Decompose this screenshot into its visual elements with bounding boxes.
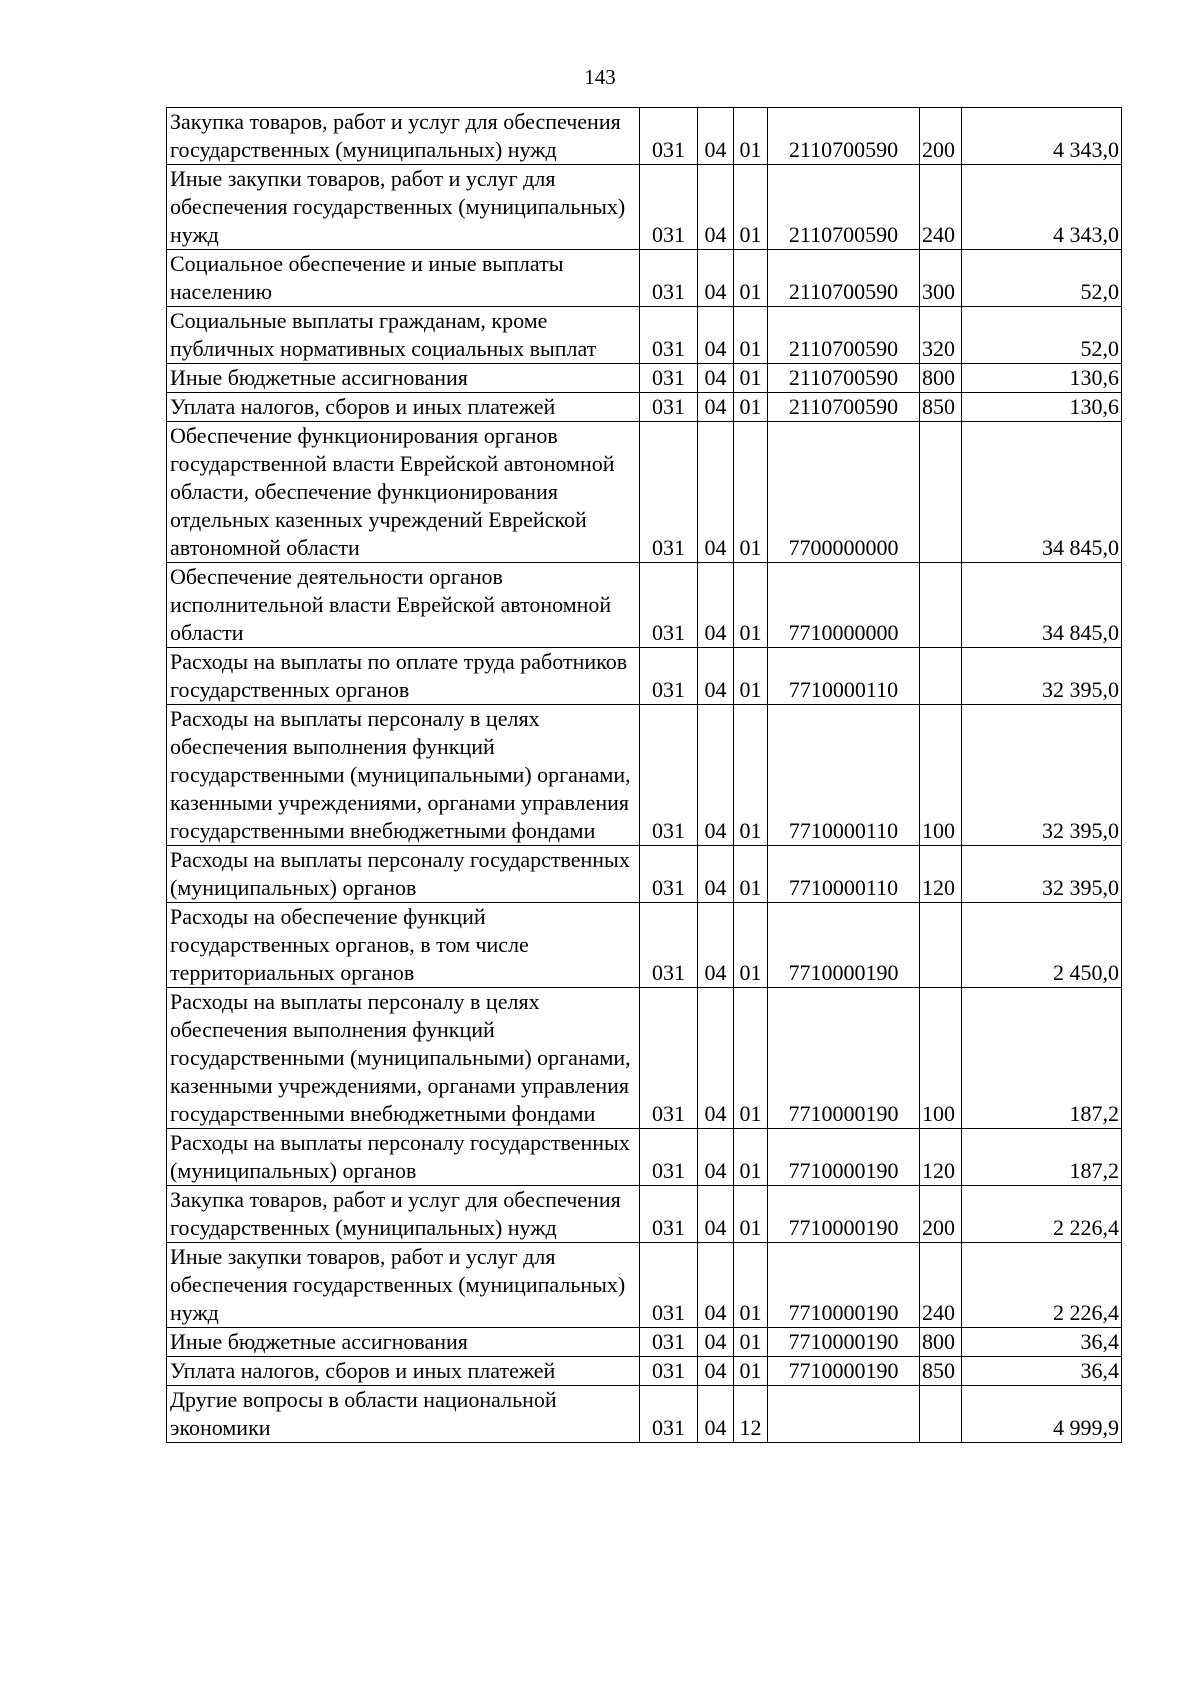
row-section-code: 04 — [698, 307, 734, 364]
row-target-article: 7710000000 — [768, 563, 920, 648]
row-ministry-code: 031 — [640, 1386, 698, 1443]
row-amount: 2 450,0 — [962, 903, 1122, 988]
row-subsection-code: 12 — [734, 1386, 768, 1443]
table-row — [167, 165, 1122, 250]
row-target-article: 7700000000 — [768, 422, 920, 563]
row-amount: 2 226,4 — [962, 1243, 1122, 1328]
row-expense-kind: 120 — [920, 846, 962, 903]
row-amount: 4 343,0 — [962, 165, 1122, 250]
row-expense-kind: 120 — [920, 1129, 962, 1186]
row-amount: 36,4 — [962, 1328, 1122, 1357]
row-target-article: 7710000110 — [768, 846, 920, 903]
row-section-code: 04 — [698, 705, 734, 846]
table-row — [167, 1357, 1122, 1386]
table-row — [167, 648, 1122, 705]
row-section-code: 04 — [698, 1328, 734, 1357]
row-amount: 187,2 — [962, 1129, 1122, 1186]
table-row — [167, 1129, 1122, 1186]
row-subsection-code: 01 — [734, 1328, 768, 1357]
row-section-code: 04 — [698, 1129, 734, 1186]
row-name: Расходы на выплаты персоналу государственных (муниципальных) органов — [167, 846, 640, 903]
row-target-article: 2110700590 — [768, 108, 920, 165]
row-subsection-code: 01 — [734, 705, 768, 846]
table-row — [167, 364, 1122, 393]
row-name: Расходы на выплаты персоналу государственных (муниципальных) органов — [167, 1129, 640, 1186]
row-subsection-code: 01 — [734, 307, 768, 364]
row-amount: 4 343,0 — [962, 108, 1122, 165]
row-subsection-code: 01 — [734, 903, 768, 988]
row-expense-kind: 800 — [920, 1328, 962, 1357]
row-section-code: 04 — [698, 903, 734, 988]
row-ministry-code: 031 — [640, 1328, 698, 1357]
table-row — [167, 903, 1122, 988]
row-name: Обеспечение деятельности органов исполнительной власти Еврейской автономной области — [167, 563, 640, 648]
row-name: Уплата налогов, сборов и иных платежей — [167, 393, 640, 422]
row-ministry-code: 031 — [640, 250, 698, 307]
row-ministry-code: 031 — [640, 307, 698, 364]
row-ministry-code: 031 — [640, 1129, 698, 1186]
budget-table — [166, 107, 1122, 1443]
row-section-code: 04 — [698, 846, 734, 903]
row-section-code: 04 — [698, 563, 734, 648]
row-amount: 130,6 — [962, 393, 1122, 422]
table-row — [167, 250, 1122, 307]
row-expense-kind: 850 — [920, 1357, 962, 1386]
row-name: Иные закупки товаров, работ и услуг для обеспечения государственных (муниципальных) нужд — [167, 1243, 640, 1328]
row-subsection-code: 01 — [734, 364, 768, 393]
row-subsection-code: 01 — [734, 250, 768, 307]
row-subsection-code: 01 — [734, 165, 768, 250]
table-row — [167, 108, 1122, 165]
row-expense-kind: 850 — [920, 393, 962, 422]
row-section-code: 04 — [698, 1243, 734, 1328]
table-row — [167, 705, 1122, 846]
row-ministry-code: 031 — [640, 108, 698, 165]
row-name: Социальное обеспечение и иные выплаты населению — [167, 250, 640, 307]
row-expense-kind: 200 — [920, 1186, 962, 1243]
row-amount: 36,4 — [962, 1357, 1122, 1386]
row-amount: 4 999,9 — [962, 1386, 1122, 1443]
row-section-code: 04 — [698, 422, 734, 563]
row-target-article: 7710000190 — [768, 1357, 920, 1386]
row-section-code: 04 — [698, 1186, 734, 1243]
row-section-code: 04 — [698, 364, 734, 393]
row-expense-kind — [920, 563, 962, 648]
row-section-code: 04 — [698, 648, 734, 705]
row-target-article: 7710000110 — [768, 648, 920, 705]
row-amount: 34 845,0 — [962, 422, 1122, 563]
row-amount: 32 395,0 — [962, 648, 1122, 705]
row-target-article: 2110700590 — [768, 307, 920, 364]
row-ministry-code: 031 — [640, 988, 698, 1129]
row-amount: 32 395,0 — [962, 705, 1122, 846]
table-row — [167, 1386, 1122, 1443]
table-row — [167, 307, 1122, 364]
row-subsection-code: 01 — [734, 108, 768, 165]
table-row — [167, 1243, 1122, 1328]
row-expense-kind: 240 — [920, 165, 962, 250]
row-expense-kind — [920, 422, 962, 563]
row-name: Расходы на выплаты по оплате труда работников государственных органов — [167, 648, 640, 705]
row-name: Закупка товаров, работ и услуг для обеспечения государственных (муниципальных) нужд — [167, 108, 640, 165]
row-section-code: 04 — [698, 1386, 734, 1443]
row-subsection-code: 01 — [734, 648, 768, 705]
row-amount: 32 395,0 — [962, 846, 1122, 903]
row-section-code: 04 — [698, 250, 734, 307]
row-expense-kind: 100 — [920, 705, 962, 846]
row-name: Расходы на выплаты персоналу в целях обеспечения выполнения функций государственными (муниципальными) органами, казенными учреждениями, органами управления государственными внебюджетными фондами — [167, 988, 640, 1129]
row-ministry-code: 031 — [640, 364, 698, 393]
table-row — [167, 563, 1122, 648]
row-target-article: 2110700590 — [768, 393, 920, 422]
row-subsection-code: 01 — [734, 988, 768, 1129]
table-row — [167, 846, 1122, 903]
row-amount: 52,0 — [962, 307, 1122, 364]
table-row — [167, 988, 1122, 1129]
row-target-article: 7710000190 — [768, 1129, 920, 1186]
row-expense-kind: 800 — [920, 364, 962, 393]
row-name: Иные бюджетные ассигнования — [167, 364, 640, 393]
row-expense-kind: 240 — [920, 1243, 962, 1328]
row-amount: 2 226,4 — [962, 1186, 1122, 1243]
row-expense-kind: 320 — [920, 307, 962, 364]
row-name: Расходы на обеспечение функций государственных органов, в том числе территориальных органов — [167, 903, 640, 988]
row-ministry-code: 031 — [640, 165, 698, 250]
row-target-article: 7710000190 — [768, 1186, 920, 1243]
row-name: Иные бюджетные ассигнования — [167, 1328, 640, 1357]
row-name: Закупка товаров, работ и услуг для обеспечения государственных (муниципальных) нужд — [167, 1186, 640, 1243]
row-expense-kind: 300 — [920, 250, 962, 307]
row-name: Социальные выплаты гражданам, кроме публичных нормативных социальных выплат — [167, 307, 640, 364]
row-subsection-code: 01 — [734, 1243, 768, 1328]
row-target-article — [768, 1386, 920, 1443]
row-ministry-code: 031 — [640, 648, 698, 705]
row-ministry-code: 031 — [640, 393, 698, 422]
row-target-article: 7710000110 — [768, 705, 920, 846]
row-target-article: 2110700590 — [768, 165, 920, 250]
row-ministry-code: 031 — [640, 422, 698, 563]
row-ministry-code: 031 — [640, 1243, 698, 1328]
row-target-article: 2110700590 — [768, 364, 920, 393]
row-ministry-code: 031 — [640, 563, 698, 648]
row-expense-kind — [920, 648, 962, 705]
row-name: Иные закупки товаров, работ и услуг для обеспечения государственных (муниципальных) нужд — [167, 165, 640, 250]
row-section-code: 04 — [698, 108, 734, 165]
row-section-code: 04 — [698, 1357, 734, 1386]
row-name: Уплата налогов, сборов и иных платежей — [167, 1357, 640, 1386]
row-target-article: 7710000190 — [768, 988, 920, 1129]
row-ministry-code: 031 — [640, 1186, 698, 1243]
row-subsection-code: 01 — [734, 846, 768, 903]
row-target-article: 2110700590 — [768, 250, 920, 307]
row-ministry-code: 031 — [640, 1357, 698, 1386]
row-subsection-code: 01 — [734, 1186, 768, 1243]
row-section-code: 04 — [698, 988, 734, 1129]
row-ministry-code: 031 — [640, 903, 698, 988]
row-section-code: 04 — [698, 165, 734, 250]
row-section-code: 04 — [698, 393, 734, 422]
row-name: Другие вопросы в области национальной экономики — [167, 1386, 640, 1443]
table-row — [167, 1186, 1122, 1243]
row-target-article: 7710000190 — [768, 903, 920, 988]
row-expense-kind: 100 — [920, 988, 962, 1129]
row-target-article: 7710000190 — [768, 1243, 920, 1328]
budget-rows — [167, 108, 1122, 1443]
table-row — [167, 393, 1122, 422]
row-amount: 130,6 — [962, 364, 1122, 393]
row-expense-kind — [920, 903, 962, 988]
row-ministry-code: 031 — [640, 846, 698, 903]
row-ministry-code: 031 — [640, 705, 698, 846]
table-row — [167, 1328, 1122, 1357]
row-subsection-code: 01 — [734, 563, 768, 648]
table-row — [167, 422, 1122, 563]
row-subsection-code: 01 — [734, 1129, 768, 1186]
row-expense-kind — [920, 1386, 962, 1443]
row-amount: 34 845,0 — [962, 563, 1122, 648]
row-subsection-code: 01 — [734, 393, 768, 422]
row-expense-kind: 200 — [920, 108, 962, 165]
row-amount: 52,0 — [962, 250, 1122, 307]
row-name: Расходы на выплаты персоналу в целях обеспечения выполнения функций государственными (муниципальными) органами, казенными учреждениями, органами управления государственными внебюджетными фондами — [167, 705, 640, 846]
row-subsection-code: 01 — [734, 1357, 768, 1386]
page-number: 143 — [584, 65, 616, 89]
row-subsection-code: 01 — [734, 422, 768, 563]
row-amount: 187,2 — [962, 988, 1122, 1129]
row-target-article: 7710000190 — [768, 1328, 920, 1357]
row-name: Обеспечение функционирования органов государственной власти Еврейской автономной области, обеспечение функционирования отдельных казенных учреждений Еврейской автономной области — [167, 422, 640, 563]
